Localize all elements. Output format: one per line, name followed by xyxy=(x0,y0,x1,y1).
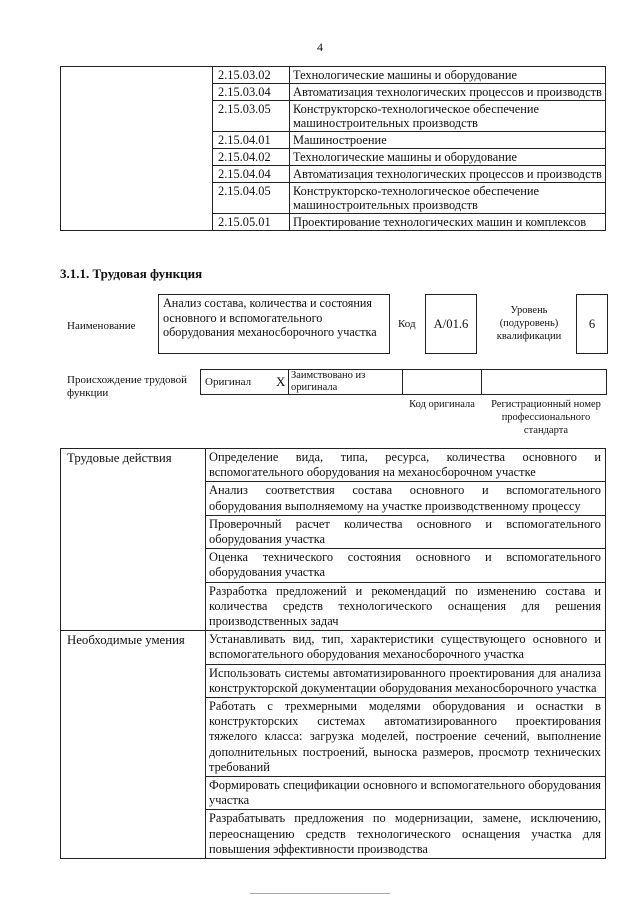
table-row xyxy=(61,449,606,482)
name-cell: Проектирование технологических машин и комплексов xyxy=(290,214,606,231)
table-row xyxy=(61,67,606,84)
borrowed-label: Заимствовано из оригинала xyxy=(291,370,366,393)
original-label: Оригинал xyxy=(205,376,252,388)
code-cell: 2.15.05.01 xyxy=(213,214,290,231)
row-header: Необходимые умения xyxy=(61,631,206,859)
labor-function-table xyxy=(60,448,606,859)
table-cell: Оценка технического состояния основного и вспомогательного оборудования участка xyxy=(206,549,606,582)
table-cell: Анализ соответствия состава основного и вспомогательного оборудования выполняемому на участке производственному процессу xyxy=(206,482,606,515)
name-cell: Автоматизация технологических процессов и производств xyxy=(290,165,606,182)
reg-number-caption: Регистрационный номер профессионального стандарта xyxy=(491,399,601,436)
page-edge-line xyxy=(250,893,390,894)
name-cell: Машиностроение xyxy=(290,132,606,149)
table-cell: Использовать системы автоматизированного проектирования для анализа конструкторской документации оборудования механосборочного участка xyxy=(206,664,606,697)
code-cell: 2.15.03.05 xyxy=(213,100,290,132)
table-cell: Разрабатывать предложения по модернизации, замене, исключению, переоснащению средств технологического оснащения участка для повышения эффективности производства xyxy=(206,810,606,859)
divider xyxy=(481,369,482,395)
origin-label: Происхождение трудовой функции xyxy=(67,374,188,399)
name-cell: Технологические машины и оборудование xyxy=(290,67,606,84)
code-cell: 2.15.04.05 xyxy=(213,182,290,214)
code-cell: 2.15.04.04 xyxy=(213,165,290,182)
name-cell: Автоматизация технологических процессов и производств xyxy=(290,83,606,100)
function-name-box: Анализ состава, количества и состояния основного и вспомогательного оборудования механосборочного участка xyxy=(158,294,390,354)
table-row xyxy=(61,631,606,664)
table-cell: Определение вида, типа, ресурса, количества основного и вспомогательного оборудования на механосборочном участке xyxy=(206,449,606,482)
code-cell: 2.15.04.01 xyxy=(213,132,290,149)
name-cell: Технологические машины и оборудование xyxy=(290,148,606,165)
divider xyxy=(288,369,289,395)
level-value-box: 6 xyxy=(576,294,608,354)
name-cell: Конструкторско-технологическое обеспечение машиностроительных производств xyxy=(290,182,606,214)
name-cell: Конструкторско-технологическое обеспечение машиностроительных производств xyxy=(290,100,606,132)
code-cell: 2.15.03.04 xyxy=(213,83,290,100)
level-label: Уровень (подуровень) квалификации xyxy=(496,305,562,342)
table-cell: Устанавливать вид, тип, характеристики существующего основного и вспомогательного оборудования механосборочного участка xyxy=(206,631,606,664)
code-label: Код xyxy=(398,318,416,330)
original-mark: X xyxy=(276,374,286,389)
row-header: Трудовые действия xyxy=(61,449,206,631)
table-cell: Разработка предложений и рекомендаций по изменению состава и количества средств технологического оснащения для решения производственных задач xyxy=(206,582,606,631)
page-number: 4 xyxy=(317,40,323,54)
function-code-box: A/01.6 xyxy=(425,294,477,354)
table-cell: Проверочный расчет количества основного и вспомогательного оборудования участка xyxy=(206,515,606,548)
table-cell: Работать с трехмерными моделями оборудования и оснастки в конструкторских системах автоматизированного проектирования тяжелого класса: загрузка моделей, построение сечений, выполнение дополнительных построений, выноска размеров, просмотр технических требований xyxy=(206,698,606,777)
divider xyxy=(402,369,403,395)
code-cell: 2.15.03.02 xyxy=(213,67,290,84)
origin-row xyxy=(200,369,607,395)
empty-cell xyxy=(61,67,213,231)
original-code-caption: Код оригинала xyxy=(409,399,475,410)
name-label: Наименование xyxy=(67,320,136,332)
section-title: 3.1.1. Трудовая функция xyxy=(60,266,203,281)
table-cell: Формировать спецификации основного и вспомогательного оборудования участка xyxy=(206,777,606,810)
codes-table xyxy=(60,66,606,231)
code-cell: 2.15.04.02 xyxy=(213,148,290,165)
